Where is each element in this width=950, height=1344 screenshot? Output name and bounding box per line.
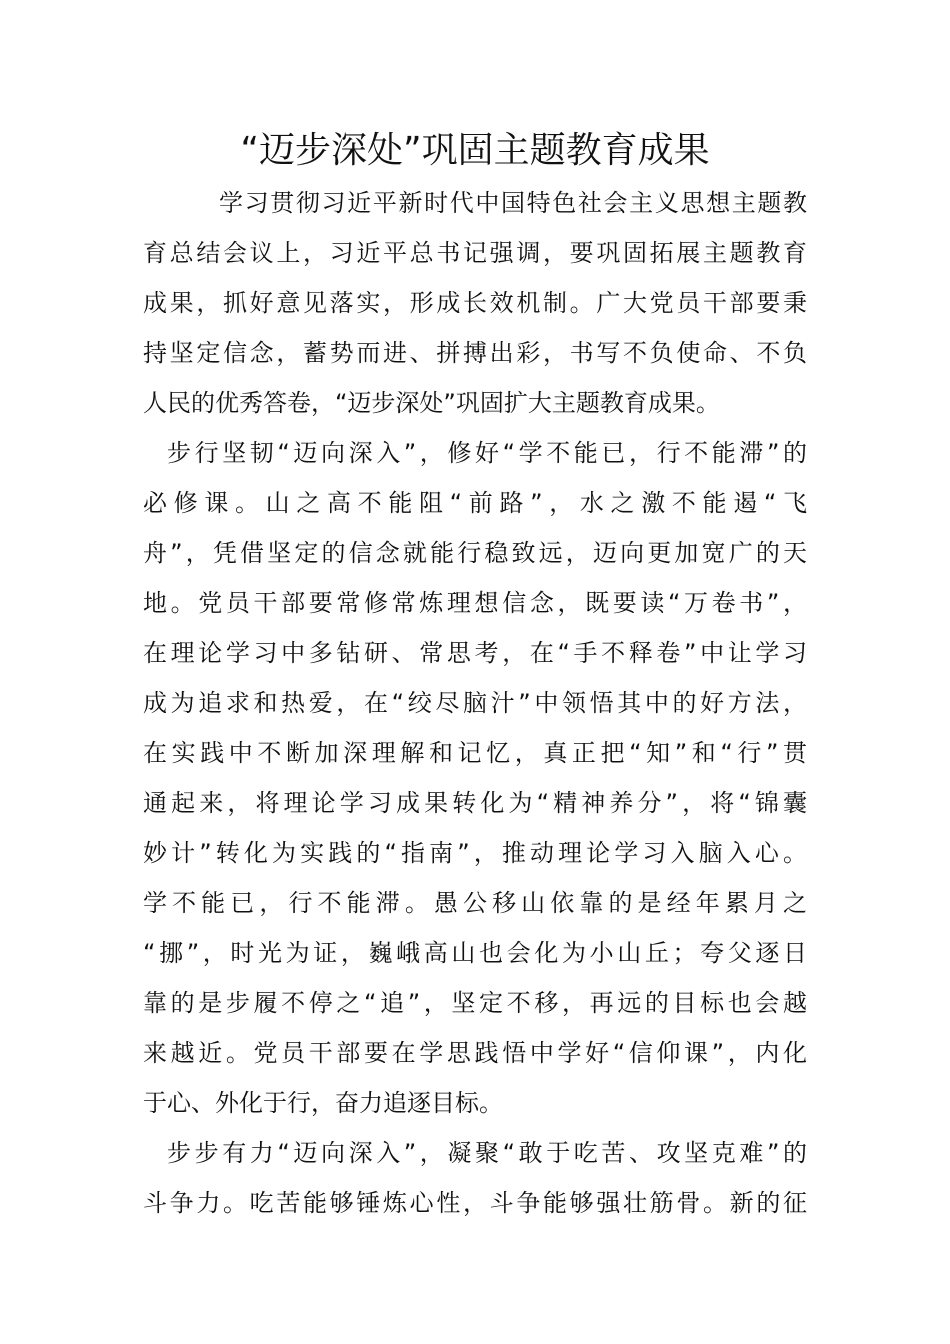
text-line: 地。党员干部要常修常炼理想信念，既要读“万卷书”， [143, 589, 807, 617]
text-line: 持坚定信念，蓄势而进、拼搏出彩，书写不负使命、不负 [143, 339, 807, 367]
text-line: 成为追求和热爱，在“绞尽脑汁”中领悟其中的好方法， [143, 689, 807, 717]
text-line: 人民的优秀答卷，“迈步深处”巩固扩大主题教育成果。 [143, 389, 720, 417]
text-line: 来越近。党员干部要在学思践悟中学好“信仰课”，内化 [143, 1039, 807, 1067]
text-line: 于心、外化于行，奋力追逐目标。 [143, 1089, 503, 1117]
text-line: 步行坚韧“迈向深入”，修好“学不能已，行不能滞”的 [167, 439, 807, 467]
text-line: 育总结会议上，习近平总书记强调，要巩固拓展主题教育 [143, 239, 807, 267]
text-line: 斗争力。吃苦能够锤炼心性，斗争能够强壮筋骨。新的征 [143, 1189, 807, 1217]
text-line: 通起来，将理论学习成果转化为“精神养分”，将“锦囊 [143, 789, 807, 817]
text-line: 学不能已，行不能滞。愚公移山依靠的是经年累月之 [143, 889, 807, 917]
text-line: 在实践中不断加深理解和记忆，真正把“知”和“行”贯 [143, 739, 807, 767]
text-line: 舟”，凭借坚定的信念就能行稳致远，迈向更加宽广的天 [143, 539, 807, 567]
document-title: “迈步深处”巩固主题教育成果 [240, 130, 710, 171]
document-body [143, 178, 807, 1228]
text-line: 学习贯彻习近平新时代中国特色社会主义思想主题教 [219, 189, 807, 217]
text-line: “挪”，时光为证，巍峨高山也会化为小山丘；夸父逐日 [143, 939, 807, 967]
text-line: 步步有力“迈向深入”，凝聚“敢于吃苦、攻坚克难”的 [167, 1139, 807, 1167]
text-line: 妙计”转化为实践的“指南”，推动理论学习入脑入心。 [143, 839, 807, 867]
text-line: 靠的是步履不停之“追”，坚定不移，再远的目标也会越 [143, 989, 807, 1017]
text-line: 在理论学习中多钻研、常思考，在“手不释卷”中让学习 [143, 639, 807, 667]
text-line: 必修课。山之高不能阻“前路”，水之激不能遏“飞 [143, 489, 807, 517]
text-line: 成果，抓好意见落实，形成长效机制。广大党员干部要秉 [143, 289, 807, 317]
